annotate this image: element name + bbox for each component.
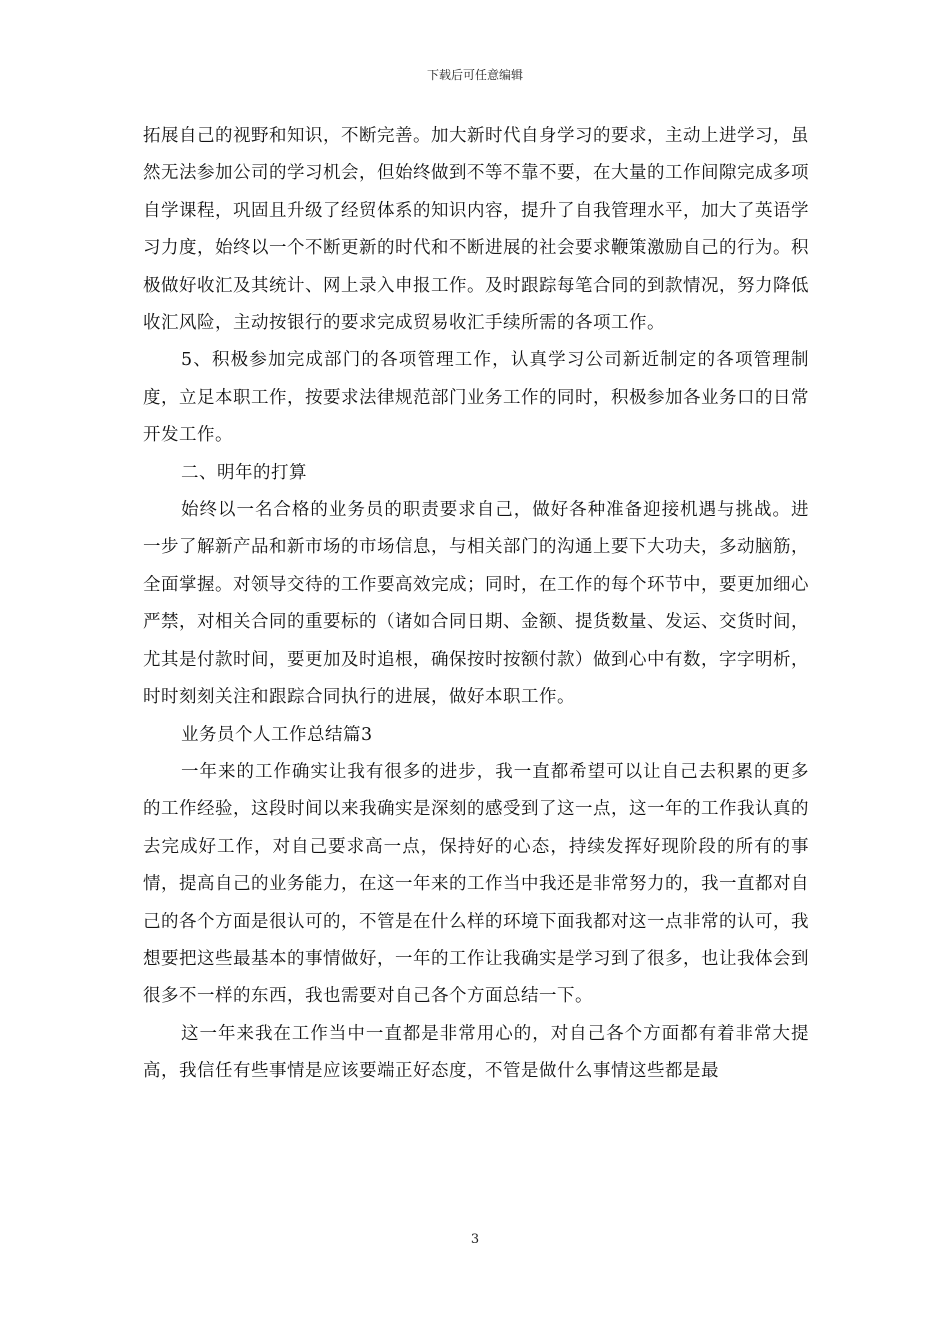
paragraph-item-5: 5、积极参加完成部门的各项管理工作，认真学习公司新近制定的各项管理制度，立足本职工作，按要求法律规范部门业务工作的同时，积极参加各业务口的日常开发工作。 [143, 350, 809, 446]
section-heading-next-year-plan: 二、明年的打算 [181, 462, 307, 483]
paragraph-continued: 拓展自己的视野和知识，不断完善。加大新时代自身学习的要求，主动上进学习，虽然无法参加公司的学习机会，但始终做到不等不靠不要，在大量的工作间隙完成多项自学课程，巩固且升级了经贸体系的知识内容，提升了自我管理水平，加大了英语学习力度，始终以一个不断更新的时代和不断进展的社会要求鞭策激励自己的行为。积极做好收汇及其统计、网上录入申报工作。及时跟踪每笔合同的到款情况，努力降低收汇风险，主动按银行的要求完成贸易收汇手续所需的各项工作。 [143, 126, 809, 334]
paragraph-next-year-plan: 始终以一名合格的业务员的职责要求自己，做好各种准备迎接机遇与挑战。进一步了解新产品和新市场的市场信息，与相关部门的沟通上要下大功夫，多动脑筋，全面掌握。对领导交待的工作要高效完成；同时，在工作的每个环节中，要更加细心严禁，对相关合同的重要标的（诸如合同日期、金额、提货数量、发运、交货时间，尤其是付款时间，要更加及时追根，确保按时按额付款）做到心中有数，字字明析，时时刻刻关注和跟踪合同执行的进展，做好本职工作。 [143, 500, 809, 708]
page-number: 3 [470, 1232, 480, 1247]
section-heading-summary-3: 业务员个人工作总结篇3 [181, 724, 373, 745]
paragraph-summary-3-intro: 一年来的工作确实让我有很多的进步，我一直都希望可以让自己去积累的更多的工作经验，这段时间以来我确实是深刻的感受到了这一点，这一年的工作我认真的去完成好工作，对自己要求高一点，保持好的心态，持续发挥好现阶段的所有的事情，提高自己的业务能力，在这一年来的工作当中我还是非常努力的，我一直都对自己的各个方面是很认可的，不管是在什么样的环境下面我都对这一点非常的认可，我想要把这些最基本的事情做好，一年的工作让我确实是学习到了很多，也让我体会到很多不一样的东西，我也需要对自己各个方面总结一下。 [143, 761, 809, 1007]
document-body [143, 118, 809, 1091]
page-header: 下载后可任意编辑 [426, 68, 523, 82]
paragraph-summary-3-body: 这一年来我在工作当中一直都是非常用心的，对自己各个方面都有着非常大提高，我信任有些事情是应该要端正好态度，不管是做什么事情这些都是最 [143, 1023, 809, 1082]
